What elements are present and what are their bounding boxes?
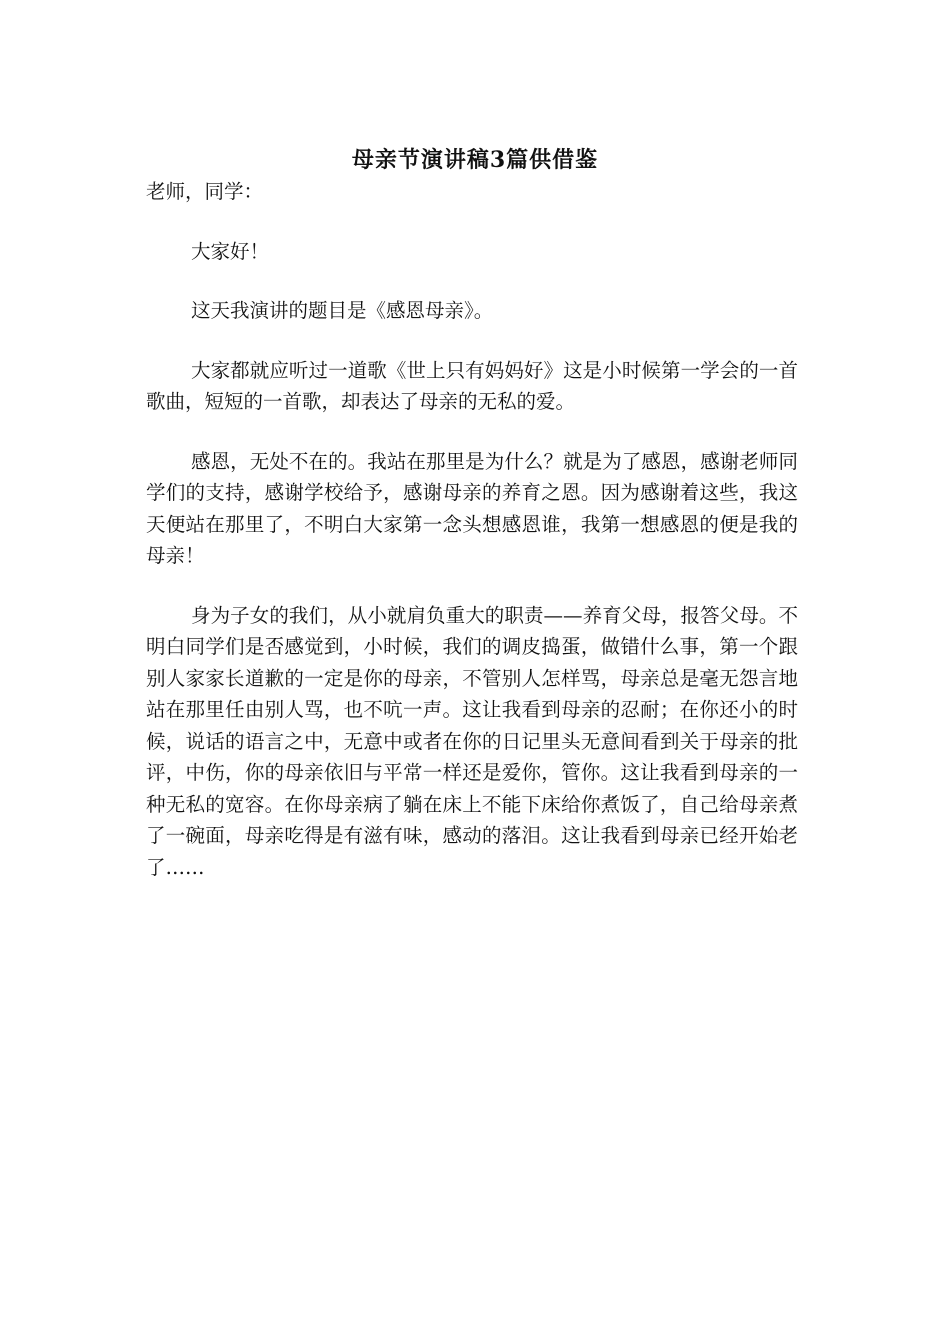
document-title: 母亲节演讲稿3篇供借鉴: [351, 147, 599, 173]
document-body: [146, 176, 798, 911]
paragraph-mother-love: 身为子女的我们，从小就肩负重大的职责——养育父母，报答父母。不明白同学们是否感觉到，小时候，我们的调皮捣蛋，做错什么事，第一个跟别人家家长道歉的一定是你的母亲，不管别人怎样骂，母亲总是毫无怨言地站在那里任由别人骂，也不吭一声。这让我看到母亲的忍耐；在你还小的时候，说话的语言之中，无意中或者在你的日记里头无意间看到关于母亲的批评，中伤，你的母亲依旧与平常一样还是爱你，管你。这让我看到母亲的一种无私的宽容。在你母亲病了躺在床上不能下床给你煮饭了，自己给母亲煮了一碗面，母亲吃得是有滋有味，感动的落泪。这让我看到母亲已经开始老了……: [146, 603, 798, 879]
paragraph-song: 大家都就应听过一道歌《世上只有妈妈好》这是小时候第一学会的一首歌曲，短短的一首歌，却表达了母亲的无私的爱。: [146, 358, 798, 413]
salutation: 老师，同学：: [146, 180, 264, 203]
paragraph-topic: 这天我演讲的题目是《感恩母亲》。: [191, 299, 494, 322]
paragraph-greeting: 大家好！: [191, 239, 270, 263]
paragraph-gratitude: 感恩，无处不在的。我站在那里是为什么？就是为了感恩，感谢老师同学们的支持，感谢学校给予，感谢母亲的养育之恩。因为感谢着这些，我这天便站在那里了，不明白大家第一念头想感恩谁，我第一想感恩的便是我的母亲！: [146, 449, 798, 567]
